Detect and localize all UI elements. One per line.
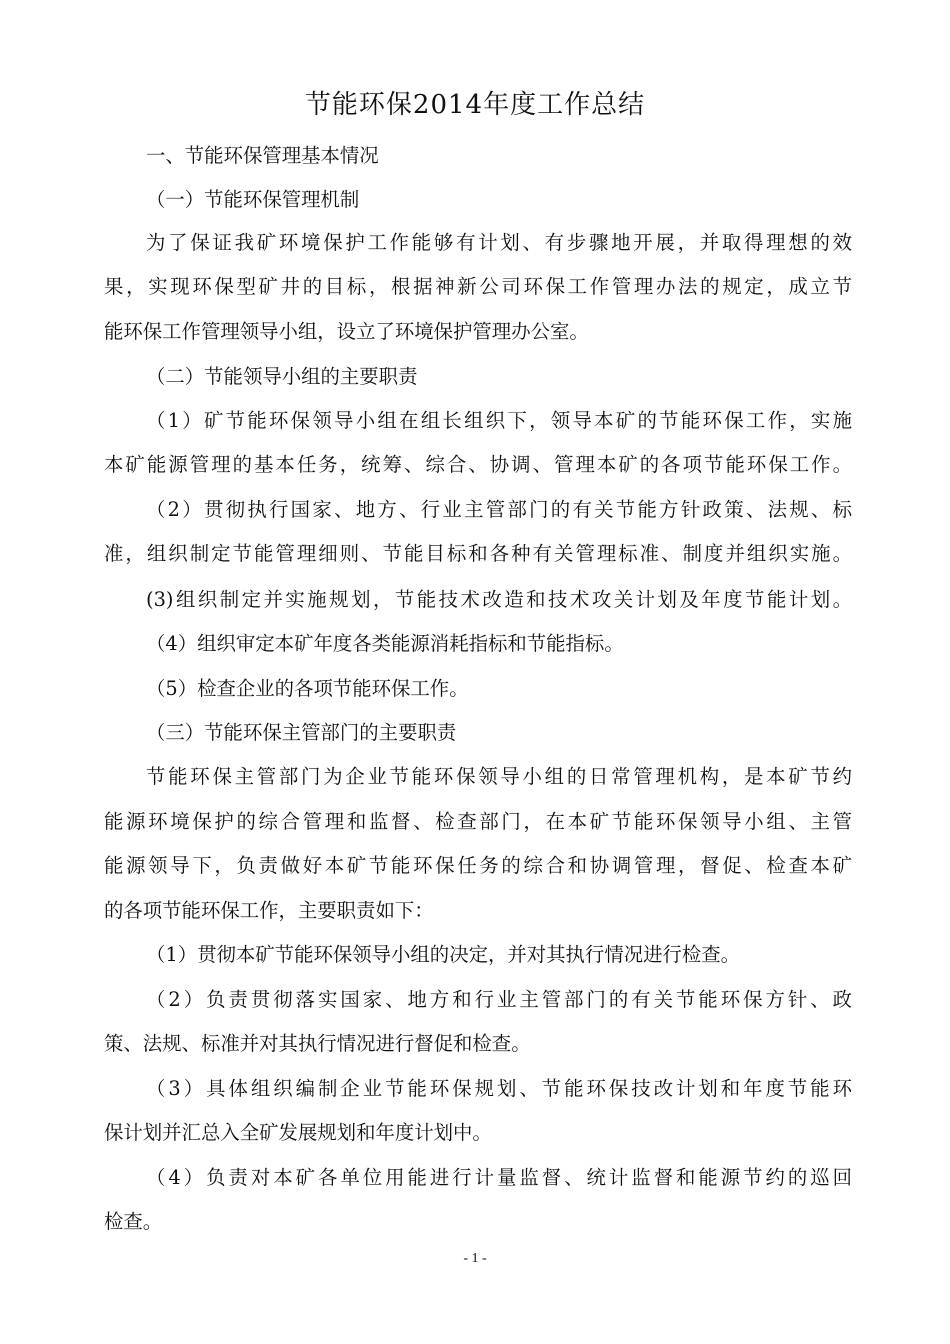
document-title: 节能环保2014年度工作总结 (304, 90, 646, 120)
subsection-heading-1: （一）节能环保管理机制 (146, 188, 360, 211)
page-number: - 1 - (463, 1251, 487, 1266)
paragraph-line: (3)组织制定并实施规划，节能技术改造和技术攻关计划及年度节能计划。 (146, 588, 852, 611)
paragraph-line: 能源环境保护的综合管理和监督、检查部门，在本矿节能环保领导小组、主管 (104, 810, 852, 833)
paragraph-line: 策、法规、标准并对其执行情况进行督促和检查。 (104, 1032, 531, 1055)
subsection-heading-3: （三）节能环保主管部门的主要职责 (146, 721, 457, 744)
paragraph-line: （4）负责对本矿各单位用能进行计量监督、统计监督和能源节约的巡回 (146, 1166, 852, 1189)
paragraph-line: （5）检查企业的各项节能环保工作。 (146, 677, 469, 700)
paragraph-line: （1）贯彻本矿节能环保领导小组的决定，并对其执行情况进行检查。 (146, 943, 741, 966)
paragraph-line: （3）具体组织编制企业节能环保规划、节能环保技改计划和年度节能环 (146, 1077, 852, 1100)
paragraph-line: 能源领导下，负责做好本矿节能环保任务的综合和协调管理，督促、检查本矿 (104, 854, 852, 877)
paragraph-line: （4）组织审定本矿年度各类能源消耗指标和节能指标。 (146, 632, 624, 655)
paragraph-line: 能环保工作管理领导小组，设立了环境保护管理办公室。 (104, 320, 589, 343)
paragraph-line: （2）贯彻执行国家、地方、行业主管部门的有关节能方针政策、法规、标 (146, 498, 852, 521)
paragraph-line: 本矿能源管理的基本任务，统筹、综合、协调、管理本矿的各项节能环保工作。 (104, 453, 852, 476)
paragraph-line: （1）矿节能环保领导小组在组长组织下，领导本矿的节能环保工作，实施 (146, 409, 852, 432)
paragraph-line: 准，组织制定节能管理细则、节能目标和各种有关管理标准、制度并组织实施。 (104, 542, 852, 565)
paragraph-line: 保计划并汇总入全矿发展规划和年度计划中。 (104, 1121, 492, 1144)
paragraph-line: 为了保证我矿环境保护工作能够有计划、有步骤地开展，并取得理想的效 (146, 231, 852, 254)
paragraph-line: （2）负责贯彻落实国家、地方和行业主管部门的有关节能环保方针、政 (146, 988, 852, 1011)
paragraph-line: 节能环保主管部门为企业节能环保领导小组的日常管理机构，是本矿节约 (146, 765, 852, 788)
paragraph-line: 果，实现环保型矿井的目标，根据神新公司环保工作管理办法的规定，成立节 (104, 275, 852, 298)
section-heading-1: 一、节能环保管理基本情况 (146, 144, 379, 167)
paragraph-line: 检查。 (104, 1210, 163, 1233)
subsection-heading-2: （二）节能领导小组的主要职责 (146, 365, 418, 388)
paragraph-line: 的各项节能环保工作，主要职责如下： (104, 899, 434, 922)
